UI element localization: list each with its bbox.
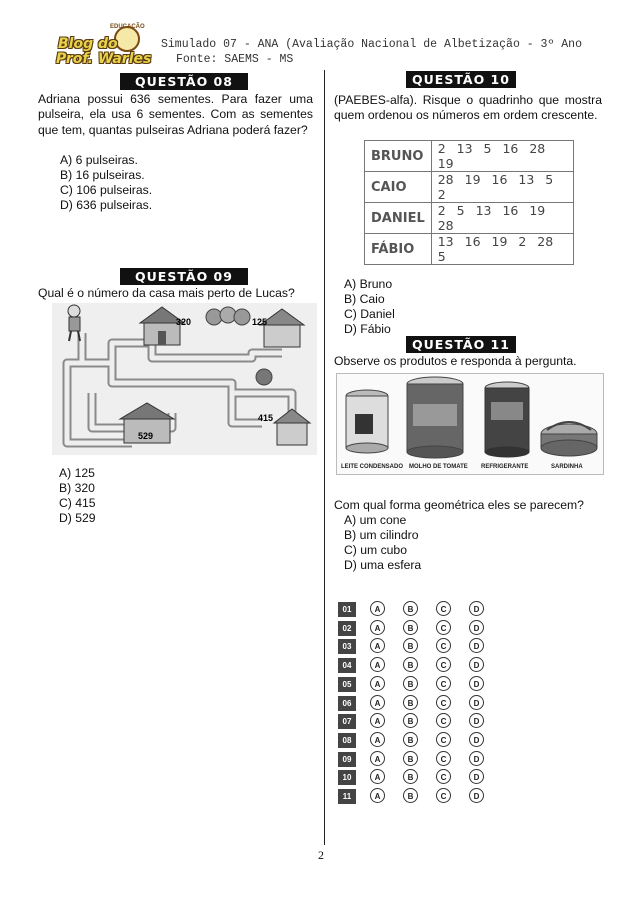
product-label-refrigerante: REFRIGERANTE [481, 464, 529, 470]
answer-bubble-d[interactable]: D [469, 657, 484, 672]
answer-row-number: 09 [338, 752, 356, 767]
answer-bubble-c[interactable]: C [436, 769, 451, 784]
house-label-415: 415 [258, 413, 274, 423]
answer-bubble-a[interactable]: A [370, 695, 385, 710]
q09-options [59, 466, 96, 526]
answer-bubble-c[interactable]: C [436, 620, 451, 635]
answer-bubble-c[interactable]: C [436, 657, 451, 672]
tomate-sauce-can-icon [407, 377, 463, 458]
q09-text: Qual é o número da casa mais perto de Lucas? [38, 286, 295, 300]
q10-options [344, 277, 395, 337]
answer-bubble-a[interactable]: A [370, 769, 385, 784]
q10-text: (PAEBES-alfa). Risque o quadrinho que mostra quem ordenou os números em ordem crescente. [334, 93, 602, 123]
answer-row [336, 731, 511, 750]
answer-bubble-b[interactable]: B [403, 788, 418, 803]
soda-can-icon [485, 382, 529, 457]
q08-title: QUESTÃO 08 [120, 73, 248, 90]
row-numbers: 13 16 19 2 28 5 [431, 234, 573, 265]
answer-row-number: 06 [338, 696, 356, 711]
q10-title: QUESTÃO 10 [406, 71, 516, 88]
answer-bubble-d[interactable]: D [469, 601, 484, 616]
row-numbers: 2 5 13 16 19 28 [431, 203, 573, 234]
answer-bubble-a[interactable]: A [370, 601, 385, 616]
answer-bubble-c[interactable]: C [436, 601, 451, 616]
page-number: 2 [318, 848, 324, 862]
q11-option-d[interactable]: D) uma esfera [344, 558, 422, 572]
answer-sheet [336, 600, 511, 806]
answer-bubble-d[interactable]: D [469, 788, 484, 803]
answer-bubble-b[interactable]: B [403, 638, 418, 653]
q10-option-b[interactable]: B) Caio [344, 292, 385, 306]
row-name: BRUNO [365, 141, 432, 172]
answer-row-number: 10 [338, 770, 356, 785]
answer-bubble-a[interactable]: A [370, 751, 385, 766]
answer-bubble-d[interactable]: D [469, 732, 484, 747]
answer-row-number: 08 [338, 733, 356, 748]
q11-option-a[interactable]: A) um cone [344, 513, 407, 527]
answer-row-number: 05 [338, 677, 356, 692]
product-label-leite: LEITE CONDENSADO [341, 464, 404, 470]
house-label-529: 529 [138, 431, 154, 441]
answer-bubble-c[interactable]: C [436, 676, 451, 691]
answer-bubble-c[interactable]: C [436, 751, 451, 766]
row-name: FÁBIO [365, 234, 432, 265]
q08-text: Adriana possui 636 sementes. Para fazer uma pulseira, ela usa 6 sementes. Com as sementes que tem, quantas pulseiras Adriana poderá fazer? [38, 92, 313, 137]
q09-option-c[interactable]: C) 415 [59, 496, 96, 510]
q10-option-c[interactable]: C) Daniel [344, 307, 395, 321]
q10-option-d[interactable]: D) Fábio [344, 322, 391, 336]
answer-bubble-d[interactable]: D [469, 638, 484, 653]
house-label-320: 320 [176, 317, 192, 327]
answer-bubble-a[interactable]: A [370, 620, 385, 635]
answer-bubble-c[interactable]: C [436, 732, 451, 747]
row-numbers: 2 13 5 16 28 19 [431, 141, 573, 172]
answer-bubble-d[interactable]: D [469, 769, 484, 784]
q11-option-c[interactable]: C) um cubo [344, 543, 407, 557]
row-name: CAIO [365, 172, 432, 203]
q08-options [60, 153, 152, 213]
answer-row [336, 768, 511, 787]
q10-option-a[interactable]: A) Bruno [344, 277, 393, 291]
table-row[interactable] [365, 203, 574, 234]
answer-bubble-b[interactable]: B [403, 657, 418, 672]
answer-bubble-c[interactable]: C [436, 638, 451, 653]
answer-row [336, 637, 511, 656]
row-name: DANIEL [365, 203, 432, 234]
q11-option-b[interactable]: B) um cilindro [344, 528, 419, 542]
q08-option-d[interactable]: D) 636 pulseiras. [60, 198, 153, 212]
answer-bubble-a[interactable]: A [370, 732, 385, 747]
answer-bubble-a[interactable]: A [370, 657, 385, 672]
answer-row [336, 787, 511, 806]
answer-row [336, 675, 511, 694]
q09-option-b[interactable]: B) 320 [59, 481, 95, 495]
answer-bubble-b[interactable]: B [403, 676, 418, 691]
answer-bubble-b[interactable]: B [403, 751, 418, 766]
answer-row-number: 01 [338, 602, 356, 617]
answer-bubble-d[interactable]: D [469, 751, 484, 766]
answer-bubble-b[interactable]: B [403, 732, 418, 747]
logo-line1: Blog do [58, 36, 118, 52]
answer-row [336, 750, 511, 769]
q09-map-image [52, 303, 317, 455]
answer-bubble-a[interactable]: A [370, 713, 385, 728]
q09-option-a[interactable]: A) 125 [59, 466, 95, 480]
q11-products-image [336, 373, 604, 475]
answer-row [336, 600, 511, 619]
answer-row-number: 03 [338, 639, 356, 654]
blog-logo [50, 24, 150, 70]
q08-option-a[interactable]: A) 6 pulseiras. [60, 153, 138, 167]
answer-bubble-d[interactable]: D [469, 620, 484, 635]
answer-bubble-a[interactable]: A [370, 638, 385, 653]
q09-title: QUESTÃO 09 [120, 268, 248, 285]
q11-text: Observe os produtos e responda à pergunta. [334, 354, 577, 368]
q11-options [344, 513, 421, 573]
answer-row-number: 04 [338, 658, 356, 673]
house-label-125: 125 [252, 317, 268, 327]
answer-row [336, 619, 511, 638]
product-label-molho: MOLHO DE TOMATE [409, 464, 468, 470]
answer-bubble-b[interactable]: B [403, 620, 418, 635]
answer-row-number: 11 [338, 789, 356, 804]
table-row[interactable] [365, 234, 574, 265]
q08-option-c[interactable]: C) 106 pulseiras. [60, 183, 153, 197]
answer-bubble-c[interactable]: C [436, 713, 451, 728]
answer-row [336, 656, 511, 675]
logo-line2: Prof. Warles [56, 51, 152, 67]
answer-bubble-d[interactable]: D [469, 713, 484, 728]
q08-option-b[interactable]: B) 16 pulseiras. [60, 168, 145, 182]
answer-bubble-d[interactable]: D [469, 695, 484, 710]
logo-badge-text: EDUCAÇÃO [110, 24, 145, 30]
answer-row-number: 02 [338, 621, 356, 636]
sardine-can-icon [541, 422, 597, 456]
column-divider [324, 70, 325, 845]
answer-bubble-b[interactable]: B [403, 601, 418, 616]
answer-bubble-a[interactable]: A [370, 676, 385, 691]
answer-bubble-b[interactable]: B [403, 769, 418, 784]
answer-bubble-a[interactable]: A [370, 788, 385, 803]
q11-title: QUESTÃO 11 [406, 336, 516, 353]
answer-bubble-b[interactable]: B [403, 695, 418, 710]
answer-bubble-c[interactable]: C [436, 788, 451, 803]
table-row[interactable] [365, 172, 574, 203]
product-label-sardinha: SARDINHA [551, 464, 583, 470]
answer-row [336, 712, 511, 731]
answer-bubble-c[interactable]: C [436, 695, 451, 710]
answer-bubble-d[interactable]: D [469, 676, 484, 691]
header-source: Fonte: SAEMS - MS [176, 53, 294, 66]
answer-row [336, 694, 511, 713]
table-row[interactable] [365, 141, 574, 172]
header-title: Simulado 07 - ANA (Avaliação Nacional de Albetização - 3º Ano [161, 38, 582, 51]
q09-option-d[interactable]: D) 529 [59, 511, 96, 525]
q10-table [364, 140, 574, 265]
answer-bubble-b[interactable]: B [403, 713, 418, 728]
condensed-milk-can-icon [346, 390, 388, 453]
row-numbers: 28 19 16 13 5 2 [431, 172, 573, 203]
answer-row-number: 07 [338, 714, 356, 729]
q11-question: Com qual forma geométrica eles se parecem? [334, 498, 584, 512]
